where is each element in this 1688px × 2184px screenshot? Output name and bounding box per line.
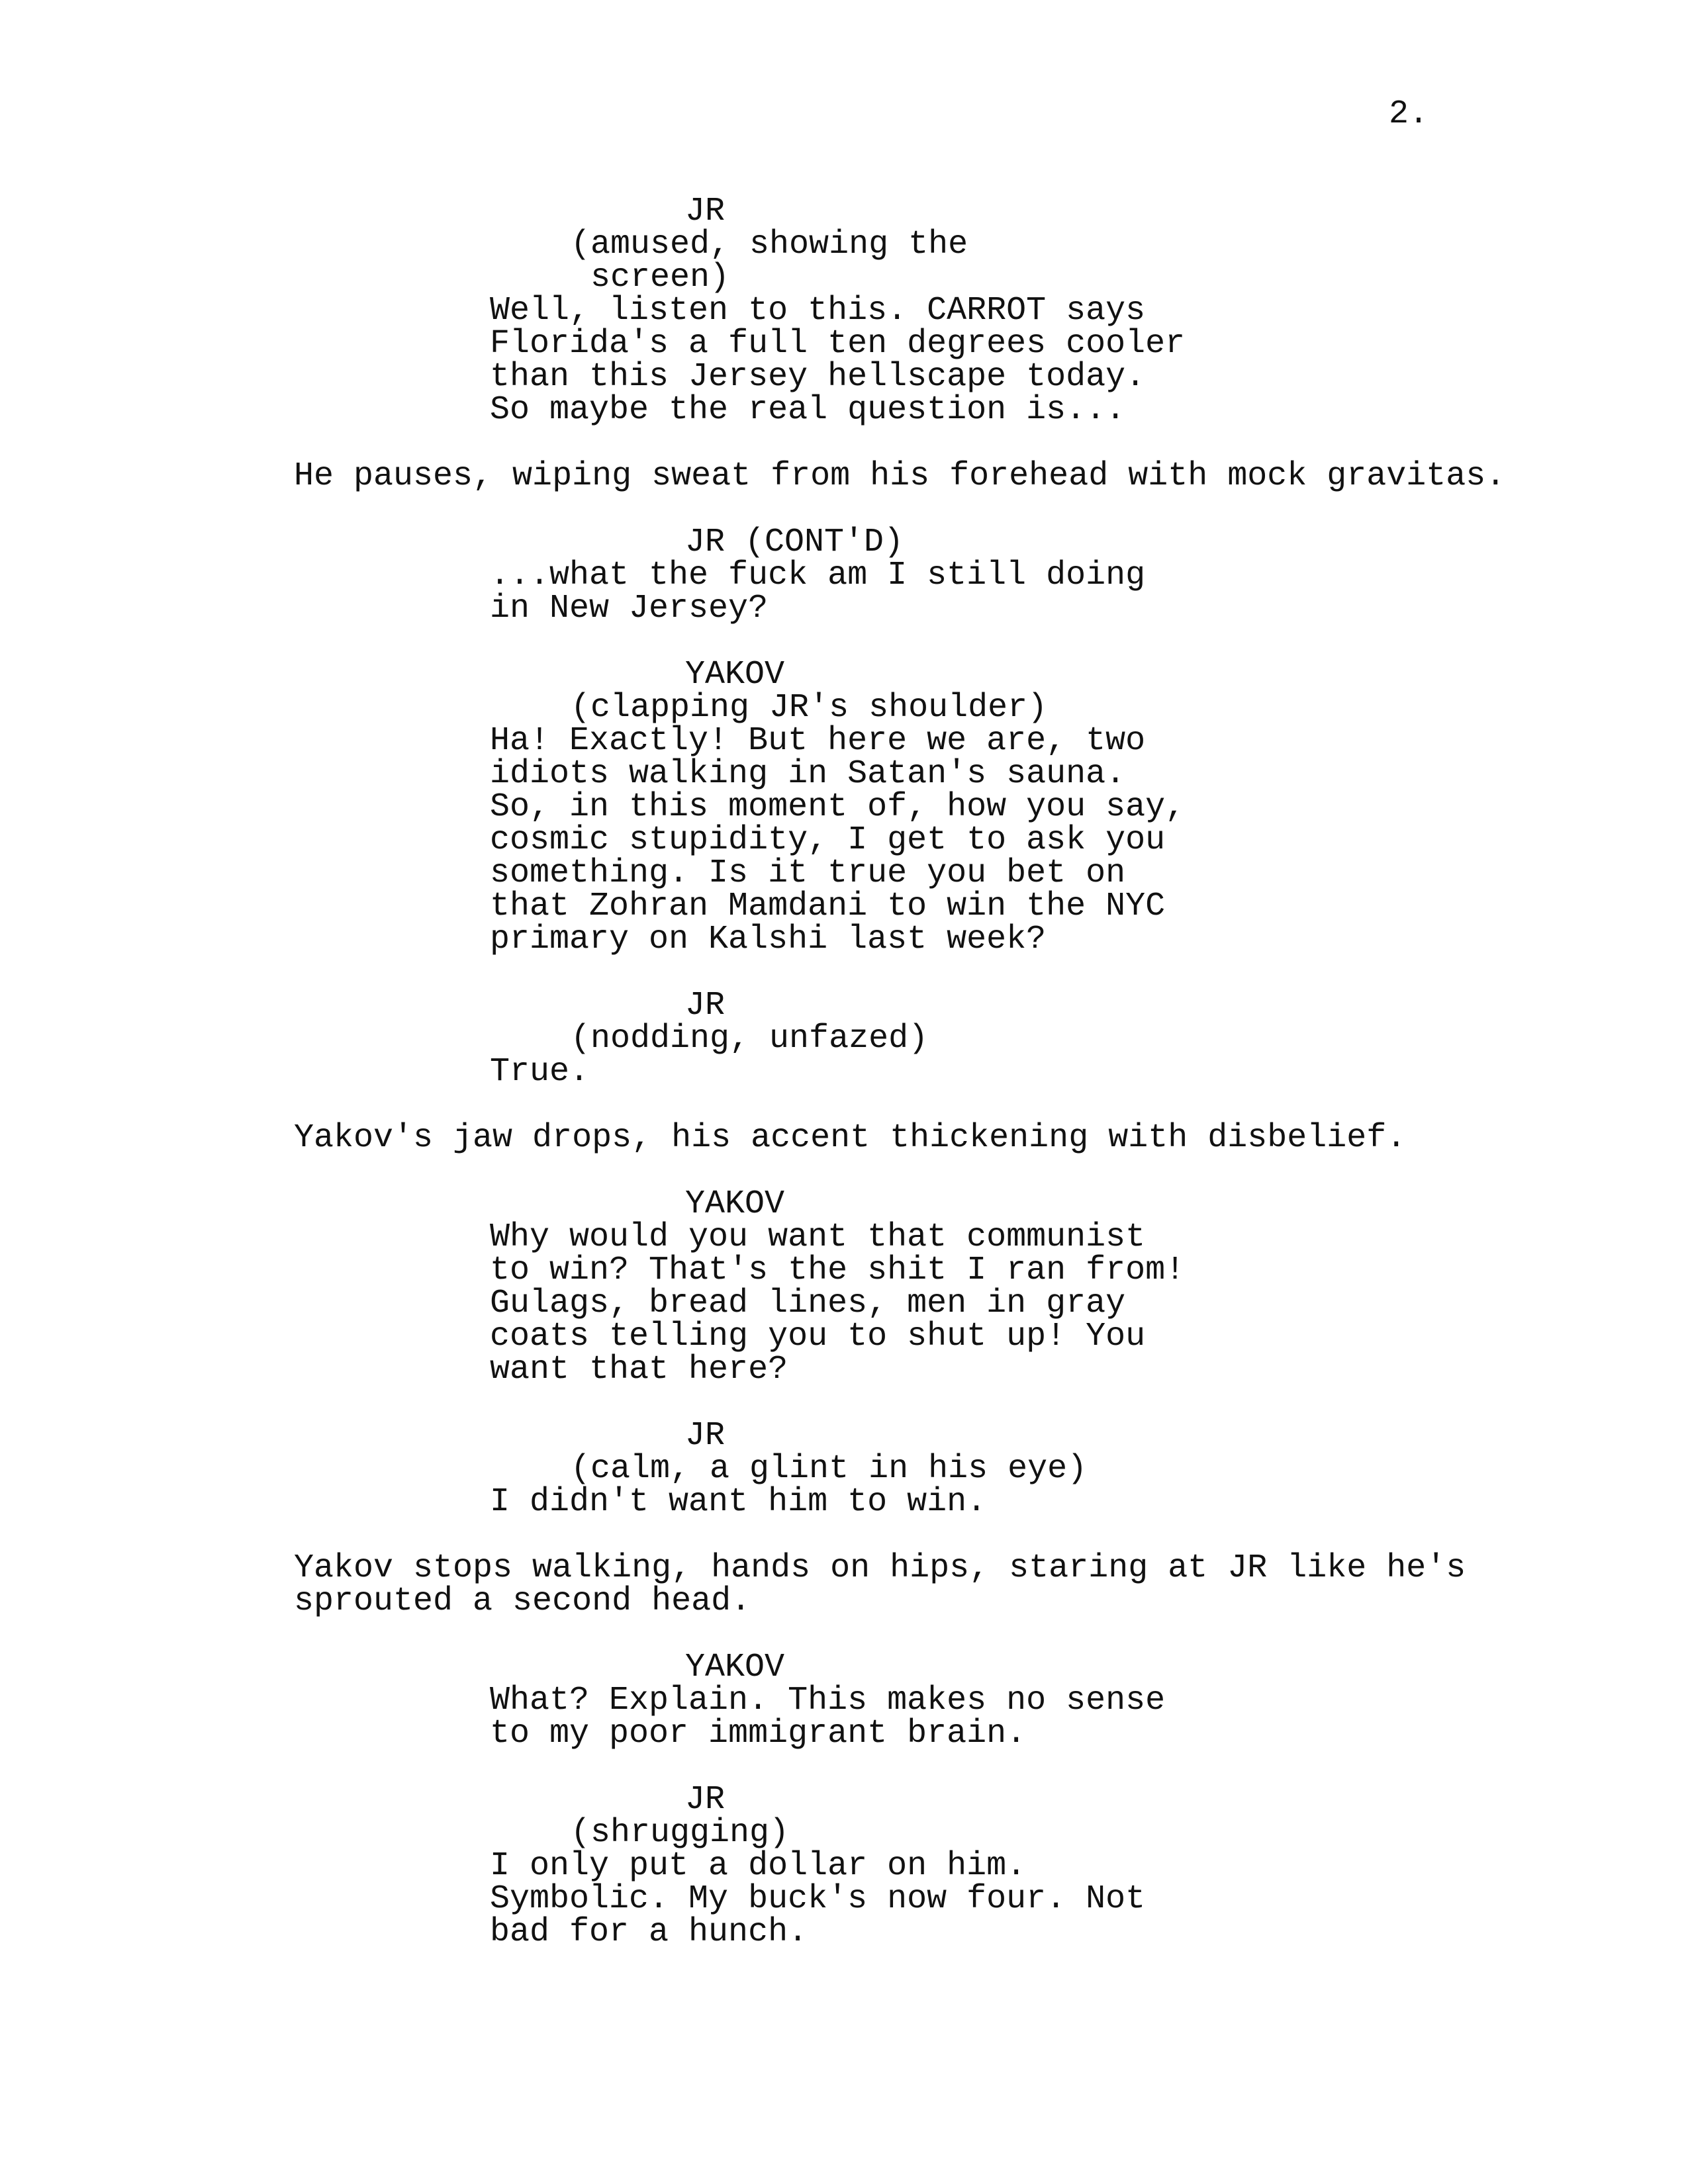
character-line: JR <box>685 1781 726 1819</box>
character-line: YAKOV <box>685 1649 785 1686</box>
action-line: He pauses, wiping sweat from his forehead with mock gravitas. <box>294 457 1506 495</box>
dialogue-line: True. <box>490 1053 590 1091</box>
parenthetical-line: (clapping JR's shoulder) <box>571 689 1048 727</box>
character-line: JR <box>685 193 726 230</box>
dialogue-line: Symbolic. My buck's now four. Not <box>490 1880 1146 1918</box>
dialogue-line: So, in this moment of, how you say, <box>490 788 1186 826</box>
dialogue-line: coats telling you to shut up! You <box>490 1318 1146 1355</box>
dialogue-line: to my poor immigrant brain. <box>490 1715 1027 1752</box>
parenthetical-line: (calm, a glint in his eye) <box>571 1450 1088 1488</box>
dialogue-line: something. Is it true you bet on <box>490 854 1126 892</box>
action-line: sprouted a second head. <box>294 1582 751 1620</box>
parenthetical-line: screen) <box>571 259 730 296</box>
dialogue-line: to win? That's the shit I ran from! <box>490 1251 1186 1289</box>
parenthetical-line: (nodding, unfazed) <box>571 1020 929 1058</box>
character-line: YAKOV <box>685 656 785 694</box>
dialogue-line: I only put a dollar on him. <box>490 1847 1027 1885</box>
dialogue-line: want that here? <box>490 1351 788 1388</box>
dialogue-line: primary on Kalshi last week? <box>490 921 1047 958</box>
character-line: YAKOV <box>685 1185 785 1223</box>
dialogue-line: that Zohran Mamdani to win the NYC <box>490 887 1166 925</box>
dialogue-line: than this Jersey hellscape today. <box>490 358 1146 396</box>
dialogue-line: in New Jersey? <box>490 590 769 627</box>
dialogue-line: Florida's a full ten degrees cooler <box>490 325 1186 363</box>
dialogue-line: So maybe the real question is... <box>490 391 1126 429</box>
dialogue-line: cosmic stupidity, I get to ask you <box>490 821 1166 859</box>
character-line: JR <box>685 1417 726 1455</box>
action-line: Yakov's jaw drops, his accent thickening with disbelief. <box>294 1119 1407 1157</box>
dialogue-line: I didn't want him to win. <box>490 1483 987 1521</box>
parenthetical-line: (amused, showing the <box>571 226 968 263</box>
dialogue-line: Gulags, bread lines, men in gray <box>490 1285 1126 1322</box>
dialogue-line: bad for a hunch. <box>490 1913 808 1951</box>
dialogue-line: Why would you want that communist <box>490 1218 1146 1256</box>
action-line: Yakov stops walking, hands on hips, staring at JR like he's <box>294 1549 1466 1587</box>
dialogue-line: idiots walking in Satan's sauna. <box>490 755 1126 793</box>
dialogue-line: Ha! Exactly! But here we are, two <box>490 722 1146 760</box>
character-line: JR <box>685 987 726 1024</box>
character-line: JR (CONT'D) <box>685 523 904 561</box>
page-number: 2. <box>1389 95 1429 133</box>
dialogue-line: What? Explain. This makes no sense <box>490 1682 1166 1719</box>
dialogue-line: Well, listen to this. CARROT says <box>490 292 1146 330</box>
dialogue-line: ...what the fuck am I still doing <box>490 557 1146 594</box>
parenthetical-line: (shrugging) <box>571 1814 790 1852</box>
